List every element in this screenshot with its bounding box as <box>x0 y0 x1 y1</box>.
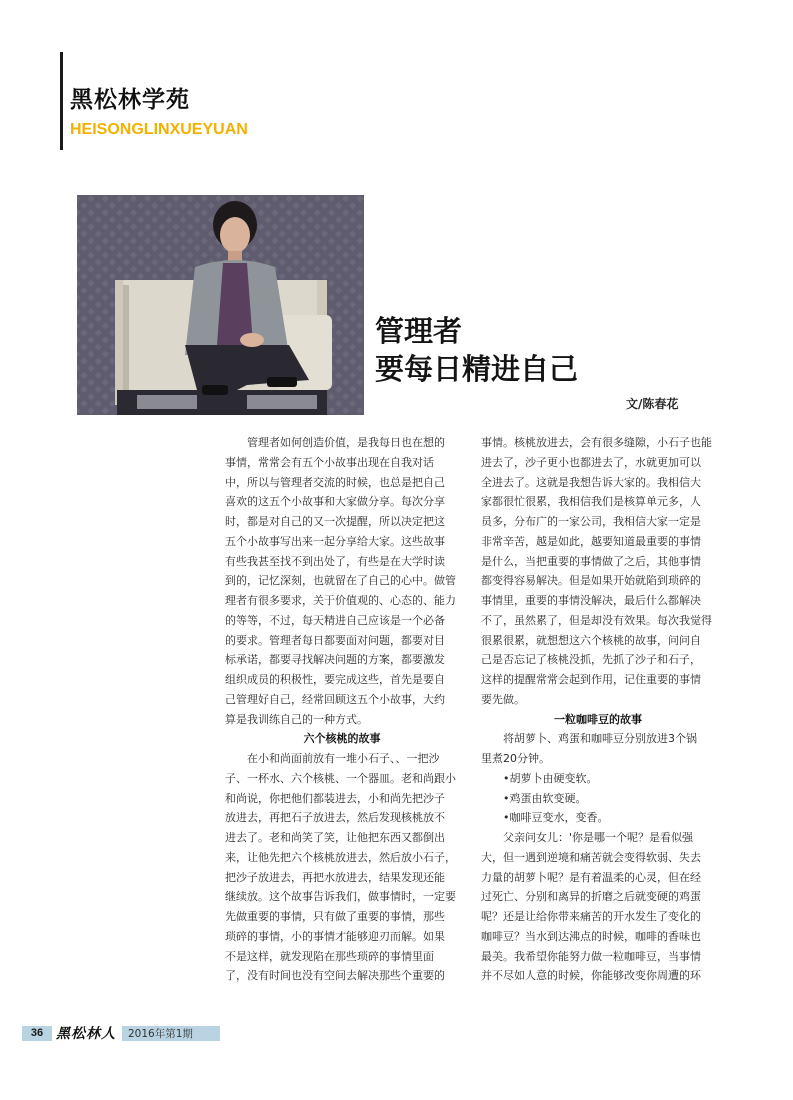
body-line: 把沙子放进去，再把水放进去，结果发现还能 <box>225 870 445 884</box>
body-line: 事情。核桃放进去，会有很多缝隙，小石子也能 <box>481 436 712 449</box>
page-number: 36 <box>22 1026 52 1041</box>
right-column <box>481 433 715 986</box>
body-line: 大，但一遇到逆境和痛苦就会变得软弱、失去 <box>481 850 701 864</box>
body-line: 非常辛苦，越是如此，越要知道最重要的事情 <box>481 534 701 548</box>
body-line: 继续放。这个故事告诉我们，做事情时，一定要 <box>225 890 456 904</box>
body-line: 过死亡、分别和离异的折磨之后就变硬的鸡蛋 <box>481 890 701 904</box>
section-heading-walnuts: 六个核桃的故事 <box>303 732 381 746</box>
body-line: 中，所以与管理者交流的时候，也总是把自己 <box>225 475 445 489</box>
body-line: 力量的胡萝卜呢？是有着温柔的心灵，但在经 <box>481 870 701 884</box>
body-line: 管理者如何创造价值，是我每日也在想的 <box>247 436 445 449</box>
body-line: 标承诺，都要寻找解决问题的方案，都要激发 <box>225 653 445 667</box>
body-line: 到的，记忆深刻，也就留在了自己的心中。做管 <box>225 574 456 588</box>
body-line: 都变得容易解决。但是如果开始就陷到琐碎的 <box>481 574 701 588</box>
author-photo <box>77 195 364 415</box>
body-line: 最美。我希望你能努力做一粒咖啡豆，当事情 <box>481 949 701 963</box>
body-line: 这样的提醒常常会起到作用，记住重要的事情 <box>481 673 701 686</box>
body-line: 呢？还是让给你带来痛苦的开水发生了变化的 <box>481 910 701 923</box>
body-line: 琐碎的事情，小的事情才能够迎刃而解。如果 <box>225 929 445 943</box>
byline: 文/陈春花 <box>626 397 679 411</box>
body-line: 己是否忘记了核桃没抓，先抓了沙子和石子， <box>481 653 701 667</box>
body-line: 算是我训练自己的一种方式。 <box>225 712 368 726</box>
left-column <box>225 433 459 986</box>
body-line: 家都很忙很累，我相信我们是核算单元多，人 <box>481 495 701 509</box>
bullet-item: •胡萝卜由硬变软。 <box>503 771 598 785</box>
body-line: 要先做。 <box>481 692 525 706</box>
body-line: 咖啡豆？当水到达沸点的时候，咖啡的香味也 <box>481 929 701 943</box>
article-title-line2: 要每日精进自己 <box>375 352 579 386</box>
section-heading-coffee: 一粒咖啡豆的故事 <box>554 712 642 726</box>
body-line: 很累很累，就想想这六个核桃的故事，问问自 <box>481 633 701 647</box>
body-line: 父亲问女儿：'你是哪一个呢？是看似强 <box>503 831 694 844</box>
body-line: 将胡萝卜、鸡蛋和咖啡豆分别放进3个锅 <box>503 732 697 746</box>
body-line: 事情，常常会有五个小故事出现在自我对话 <box>225 455 434 469</box>
body-line: 理者有很多要求，关于价值观的、心态的、能力 <box>225 594 456 607</box>
body-line: 五个小故事写出来一起分享给大家。这些故事 <box>225 534 445 548</box>
body-line: 进去了，沙子更小也都进去了，水就更加可以 <box>481 455 701 469</box>
body-line: 和尚说，你把他们都装进去，小和尚先把沙子 <box>225 791 445 805</box>
body-line: 组织成员的积极性，要完成这些，首先是要自 <box>225 673 445 686</box>
body-line: 子、一杯水、六个核桃、一个器皿。老和尚跟小 <box>225 771 456 785</box>
body-line: 时，都是对自己的又一次提醒，所以决定把这 <box>225 515 445 528</box>
body-line: 不是这样，就发现陷在那些琐碎的事情里面 <box>225 949 434 963</box>
body-line: 里煮20分钟。 <box>481 752 550 765</box>
body-line: 了，没有时间也没有空间去解决那些个重要的 <box>225 969 445 983</box>
page-footer <box>22 1025 220 1041</box>
bullet-item: •鸡蛋由软变硬。 <box>503 791 587 805</box>
column-subtitle: HEISONGLINXUEYUAN <box>70 121 248 138</box>
body-line: 有些我甚至找不到出处了，有些是在大学时读 <box>225 554 445 568</box>
article-title <box>375 312 578 388</box>
magazine-logo: 黑松林人 <box>56 1026 116 1042</box>
body-line: 是什么，当把重要的事情做了之后，其他事情 <box>481 554 701 568</box>
body-line: 在小和尚面前放有一堆小石子、、一把沙 <box>247 752 440 765</box>
body-line: 来，让他先把六个核桃放进去，然后放小石子， <box>225 850 456 864</box>
column-title: 黑松林学苑 <box>70 87 190 113</box>
body-line: 喜欢的这五个小故事和大家做分享。每次分享 <box>225 495 445 509</box>
body-line: 并不尽如人意的时候，你能够改变你周遭的环 <box>481 969 701 983</box>
body-line: 的等等，不过，每天精进自己应该是一个必备 <box>225 613 445 627</box>
body-line: 的要求。管理者每日都要面对问题，都要对目 <box>225 633 445 647</box>
body-line: 己管理好自己，经常回顾这五个小故事，大约 <box>225 692 445 706</box>
column-accent-bar <box>60 52 63 150</box>
issue-label: 2016年第1期 <box>122 1026 220 1041</box>
body-line: 事情里，重要的事情没解决，最后什么都解决 <box>481 594 701 607</box>
bullet-item: •咖啡豆变水，变香。 <box>503 811 609 825</box>
body-line: 员多，分布广的一家公司，我相信大家一定是 <box>481 515 701 528</box>
body-line: 不了，虽然累了，但是却没有效果。每次我觉得 <box>481 613 712 627</box>
article-title-line1: 管理者 <box>375 314 463 348</box>
body-line: 先做重要的事情，只有做了重要的事情，那些 <box>225 910 445 923</box>
body-line: 全进去了。这就是我想告诉大家的。我相信大 <box>481 475 701 489</box>
body-line: 放进去，再把石子放进去，然后发现核桃放不 <box>225 811 445 825</box>
body-line: 进去了。老和尚笑了笑，让他把东西又都倒出 <box>225 831 445 844</box>
